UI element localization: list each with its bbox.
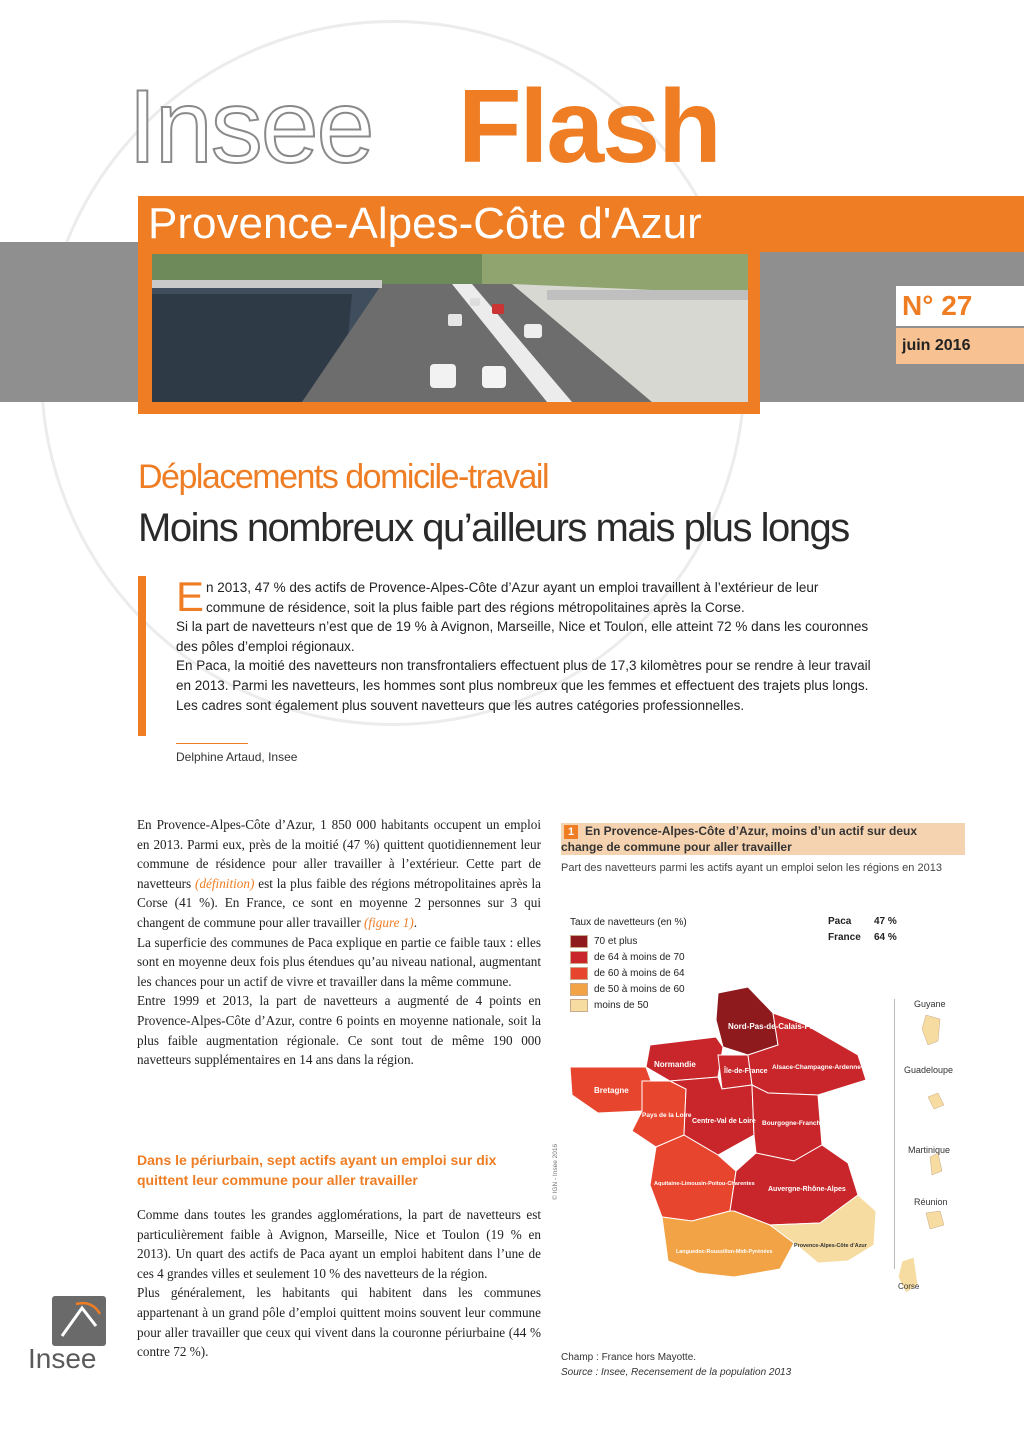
note-source-label: Source [561, 1367, 593, 1378]
author-rule [176, 743, 248, 744]
figure-number: 1 [564, 825, 578, 839]
legend-item [570, 933, 685, 949]
body-paragraph-4: Comme dans toutes les grandes agglomérations, la part de navetteurs est particulièrement faible à Avignon, Marseille, Nice et Toulon (19 % en 2013). Un quart des actifs de Paca ayant un emploi habitent dans l’une de ces 4 grandes villes et seulement 10 % des navetteurs de la région. [137, 1207, 541, 1281]
note-source [561, 1365, 791, 1380]
legend-label: 70 et plus [594, 935, 638, 947]
label-guyane: Guyane [914, 999, 946, 1009]
choropleth-map [558, 985, 968, 1295]
section-subhead: Dans le périurbain, sept actifs ayant un emploi sur dix quittent leur commune pour aller travailler [137, 1152, 497, 1188]
body-paragraph-1 [137, 815, 541, 933]
lead-accent-bar [138, 576, 146, 736]
region-npc [716, 987, 778, 1055]
stat-label: Paca [828, 916, 852, 927]
legend-swatch [570, 967, 588, 980]
lead-text-1: n 2013, 47 % des actifs de Provence-Alpes-Côte d’Azur ayant un emploi travaillent à l’extérieur de leur commune de résidence, soit la plus faible part des régions métropolitaines après la Corse. [206, 580, 819, 615]
figure-subtitle: Part des navetteurs parmi les actifs ayant un emploi selon les régions en 2013 [561, 862, 942, 874]
article-headline: Moins nombreux qu’ailleurs mais plus longs [138, 506, 849, 550]
body-paragraph-2: La superficie des communes de Paca explique en partie ce faible taux : elles sont en moyenne deux fois plus étendues qu’au niveau national, augmentant les chances pour un actif de vivre et travailler dans la même commune. [137, 934, 541, 989]
label-ara: Auvergne-Rhône-Alpes [768, 1186, 846, 1193]
stat-label: France [828, 932, 861, 943]
lead-text-3: En Paca, la moitié des navetteurs non transfrontaliers effectuent plus de 17,3 kilomètres pour se rendre à leur travail en 2013. Parmi les navetteurs, les hommes sont plus nombreux que les femmes et effectuent des trajets plus longs. Les cadres sont également plus souvent navetteurs que les autres catégories professionnelles. [176, 658, 871, 713]
legend-label: de 50 à moins de 60 [594, 983, 685, 995]
lead-text-2: Si la part de navetteurs n’est que de 19 % à Avignon, Marseille, Nice et Toulon, elle atteint 72 % dans les couronnes des pôles d’emploi régionaux. [176, 619, 869, 654]
label-paca: Provence-Alpes-Côte d’Azur [794, 1243, 867, 1249]
legend-swatch [570, 935, 588, 948]
body-text: . [413, 914, 418, 930]
dom-guadeloupe-shape [928, 1093, 944, 1109]
map-credit: © IGN - Insee 2016 [552, 1143, 559, 1200]
body-paragraph-3: Entre 1999 et 2013, la part de navetteurs a augmenté de 4 points en Provence-Alpes-Côte d’Azur, contre 6 points en moyenne nationale, soit la plus faible augmentation régionale. Ce sont tout de même 190 000 navetteurs supplémentaires en 14 ans dans la région. [137, 993, 541, 1068]
label-reunion: Réunion [914, 1197, 948, 1207]
label-alpc: Aquitaine-Limousin-Poitou-Charentes [654, 1181, 755, 1187]
label-martinique: Martinique [908, 1145, 951, 1155]
insee-logo-mark [52, 1296, 106, 1346]
stat-row-france [828, 930, 897, 946]
body-paragraph-5: Plus généralement, les habitants qui habitent dans les communes appartenant à un grand pôle d’emploi quittent moins souvent leur commune pour aller travailler que ceux qui vivent dans la couronne périurbaine (44 % contre 72 %). [137, 1285, 541, 1360]
brand-insee: Insee [128, 69, 373, 185]
label-acal: Alsace-Champagne-Ardenne-Lorraine [772, 1064, 890, 1071]
legend-title: Taux de navetteurs (en %) [570, 917, 687, 928]
label-pdl: Pays de la Loire [642, 1112, 692, 1119]
issue-date: juin 2016 [902, 337, 971, 354]
issue-number: N° 27 [902, 290, 973, 321]
stat-value: 47 % [874, 916, 897, 927]
region-normandie [646, 1037, 723, 1081]
figure-title-text: En Provence-Alpes-Côte d’Azur, moins d’un actif sur deux change de commune pour aller travailler [561, 824, 918, 854]
note-source-text: : Insee, Recensement de la population 2013 [592, 1367, 792, 1378]
label-cvl: Centre-Val de Loire [692, 1118, 756, 1125]
figure-notes [561, 1350, 791, 1380]
stat-value: 64 % [874, 932, 897, 943]
author: Delphine Artaud, Insee [176, 750, 298, 764]
note-champ: Champ : France hors Mayotte. [561, 1352, 697, 1363]
body-text-top [137, 815, 541, 1070]
body-text: En Provence-Alpes-Côte d’Azur, 1 850 000 habitants occupent un emploi en 2013. Parmi eux, près de la moitié (47 %) quittent quotidiennement leur commune de résidence pour aller travailler à l’extérieur. Cette part de navetteurs [137, 817, 541, 891]
label-guadeloupe: Guadeloupe [904, 1065, 954, 1075]
dom-reunion-shape [926, 1211, 944, 1229]
label-idf: Île-de-France [724, 1068, 768, 1075]
legend-label: de 64 à moins de 70 [594, 951, 685, 963]
brand-flash: Flash [458, 69, 720, 185]
lead-paragraph [176, 573, 876, 715]
label-bretagne: Bretagne [594, 1086, 629, 1095]
body-text-bottom [137, 1205, 541, 1362]
article-kicker: Déplacements domicile-travail [138, 458, 549, 496]
legend-item [570, 949, 685, 965]
legend-label: de 60 à moins de 64 [594, 967, 685, 979]
region-title: Provence-Alpes-Côte d'Azur [148, 199, 702, 248]
label-bfc: Bourgogne-Franche-Comté [762, 1120, 847, 1127]
insee-logo-text: Insee [28, 1343, 97, 1374]
dom-divider [894, 999, 895, 1269]
dom-martinique-shape [930, 1153, 942, 1175]
legend-label: moins de 50 [594, 999, 649, 1011]
label-lrmp: Languedoc-Roussillon-Midi-Pyrénées [676, 1249, 773, 1255]
label-normandie: Normandie [654, 1060, 696, 1069]
legend-item [570, 965, 685, 981]
legend-swatch [570, 951, 588, 964]
figure-1-link[interactable]: (figure 1) [364, 914, 414, 930]
label-npc: Nord-Pas-de-Calais-Picardie [728, 1022, 836, 1031]
lead-dropcap: E [176, 573, 205, 620]
stat-row-paca [828, 914, 897, 930]
cover-photo-highway [152, 254, 748, 402]
label-corse: Corse [898, 1282, 920, 1291]
dom-guyane-shape [922, 1015, 940, 1045]
summary-stats [828, 914, 897, 946]
figure-title [561, 823, 959, 855]
definition-link[interactable]: (définition) [195, 875, 255, 891]
body-text: est la plus faible des régions métropolitaines après la Corse (41 %). En France, ce sont en moyenne 2 personnes sur 3 qui changent de commune pour aller travailler [137, 875, 541, 930]
